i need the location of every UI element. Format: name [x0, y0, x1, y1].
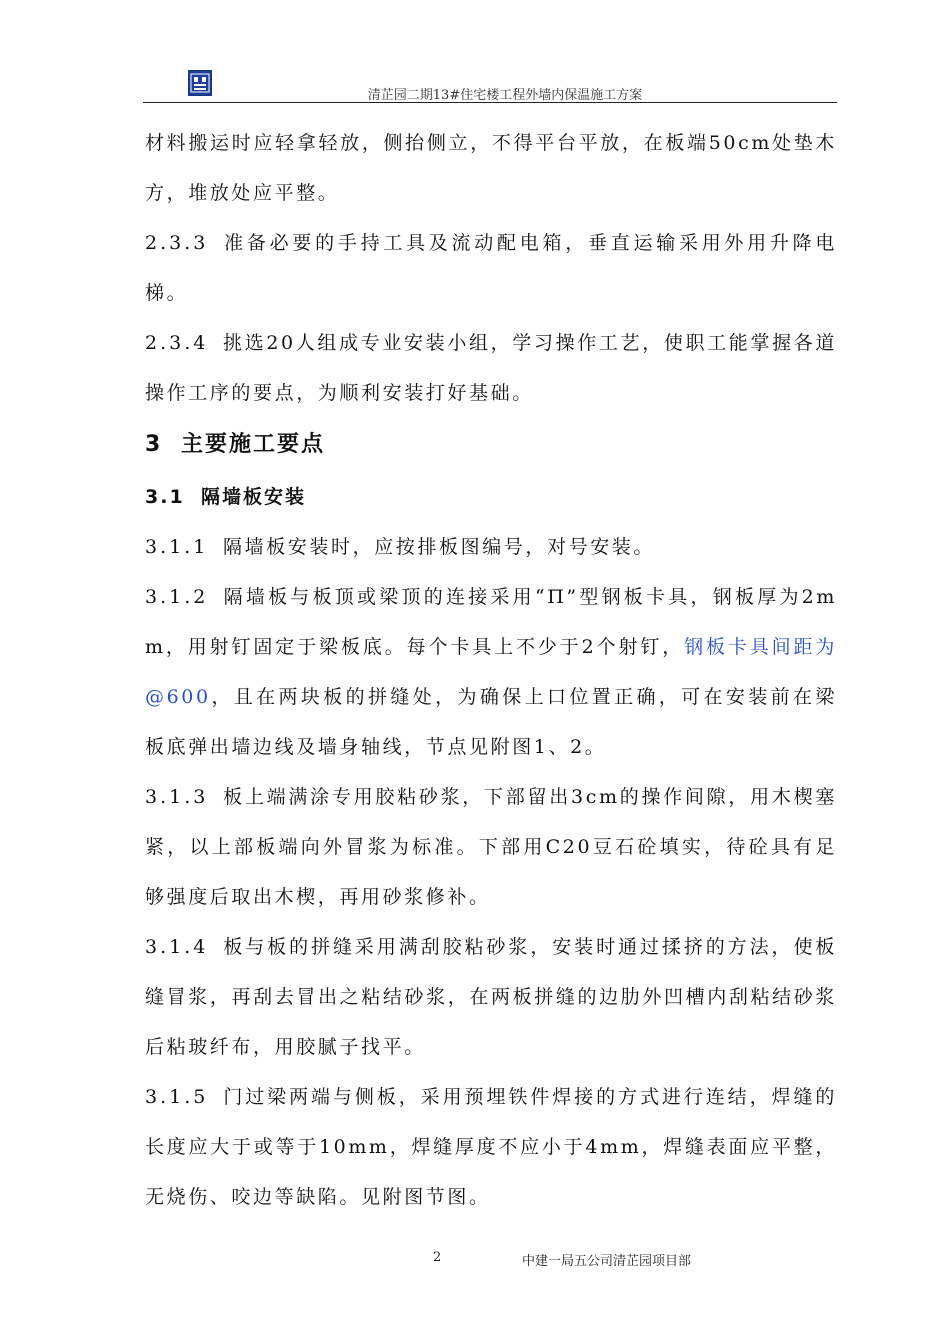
document-body [145, 118, 837, 1222]
header-divider [143, 102, 837, 103]
paragraph-text: 板上端满涂专用胶粘砂浆，下部留出3cm的操作间隙，用木楔塞紧，以上部板端向外冒浆为标准。下部用C20豆石砼填实，待砼具有足够强度后取出木楔，再用砂浆修补。 [145, 786, 837, 908]
paragraph-text: 隔墙板与板顶或梁顶的连接采用“Π”型钢板卡具，钢板厚为2mm，用射钉固定于梁板底。每个卡具上不少于2个射钉， [145, 586, 837, 658]
paragraph-material-handling: 材料搬运时应轻拿轻放，侧抬侧立，不得平台平放，在板端50cm处垫木方，堆放处应平整。 [145, 132, 837, 204]
paragraph-3-1-5 [145, 1072, 837, 1222]
heading-text: 隔墙板安装 [201, 486, 307, 508]
paragraph-2-3-4 [145, 318, 837, 418]
heading-number: 3 [145, 432, 163, 457]
section-number: 3.1.2 [145, 586, 209, 608]
spacing-reference-link[interactable]: 钢板卡具间距为@600 [145, 636, 838, 708]
section-number: 2.3.4 [145, 332, 209, 354]
header-title: 清芷园二期13#住宅楼工程外墙内保温施工方案 [367, 88, 643, 103]
paragraph-text: 准备必要的手持工具及流动配电箱，垂直运输采用外用升降电梯。 [145, 232, 837, 304]
paragraph-text: 隔墙板安装时，应按排板图编号，对号安装。 [223, 536, 656, 558]
section-number: 2.3.3 [145, 232, 209, 254]
paragraph-2-3-3 [145, 218, 837, 318]
paragraph-text: 门过梁两端与侧板，采用预埋铁件焊接的方式进行连结，焊缝的长度应大于或等于10mm，焊缝厚度不应小于4mm，焊缝表面应平整，无烧伤、咬边等缺陷。见附图节图。 [145, 1086, 837, 1208]
paragraph-text: ，且在两块板的拼缝处，为确保上口位置正确，可在安装前在梁板底弹出墙边线及墙身轴线，节点见附图1、2。 [145, 686, 837, 758]
section-number: 3.1.3 [145, 786, 209, 808]
paragraph-text: 挑选20人组成专业安装小组，学习操作工艺，使职工能掌握各道操作工序的要点，为顺利安装打好基础。 [145, 332, 837, 404]
page-number: 2 [433, 1250, 442, 1265]
paragraph-3-1-3 [145, 772, 837, 922]
heading-3 [145, 418, 837, 472]
section-number: 3.1.4 [145, 936, 209, 958]
heading-text: 主要施工要点 [181, 432, 326, 457]
footer-organization: 中建一局五公司清芷园项目部 [522, 1254, 692, 1269]
heading-3-1 [145, 472, 837, 522]
heading-number: 3.1 [145, 486, 185, 508]
paragraph-3-1-1 [145, 522, 837, 572]
section-number: 3.1.5 [145, 1086, 209, 1108]
paragraph-3-1-2 [145, 572, 837, 772]
section-number: 3.1.1 [145, 536, 209, 558]
paragraph-text: 板与板的拼缝采用满刮胶粘砂浆，安装时通过揉挤的方法，使板缝冒浆，再刮去冒出之粘结砂浆，在两板拼缝的边肋外凹槽内刮粘结砂浆后粘玻纤布，用胶腻子找平。 [145, 936, 837, 1058]
paragraph-3-1-4 [145, 922, 837, 1072]
